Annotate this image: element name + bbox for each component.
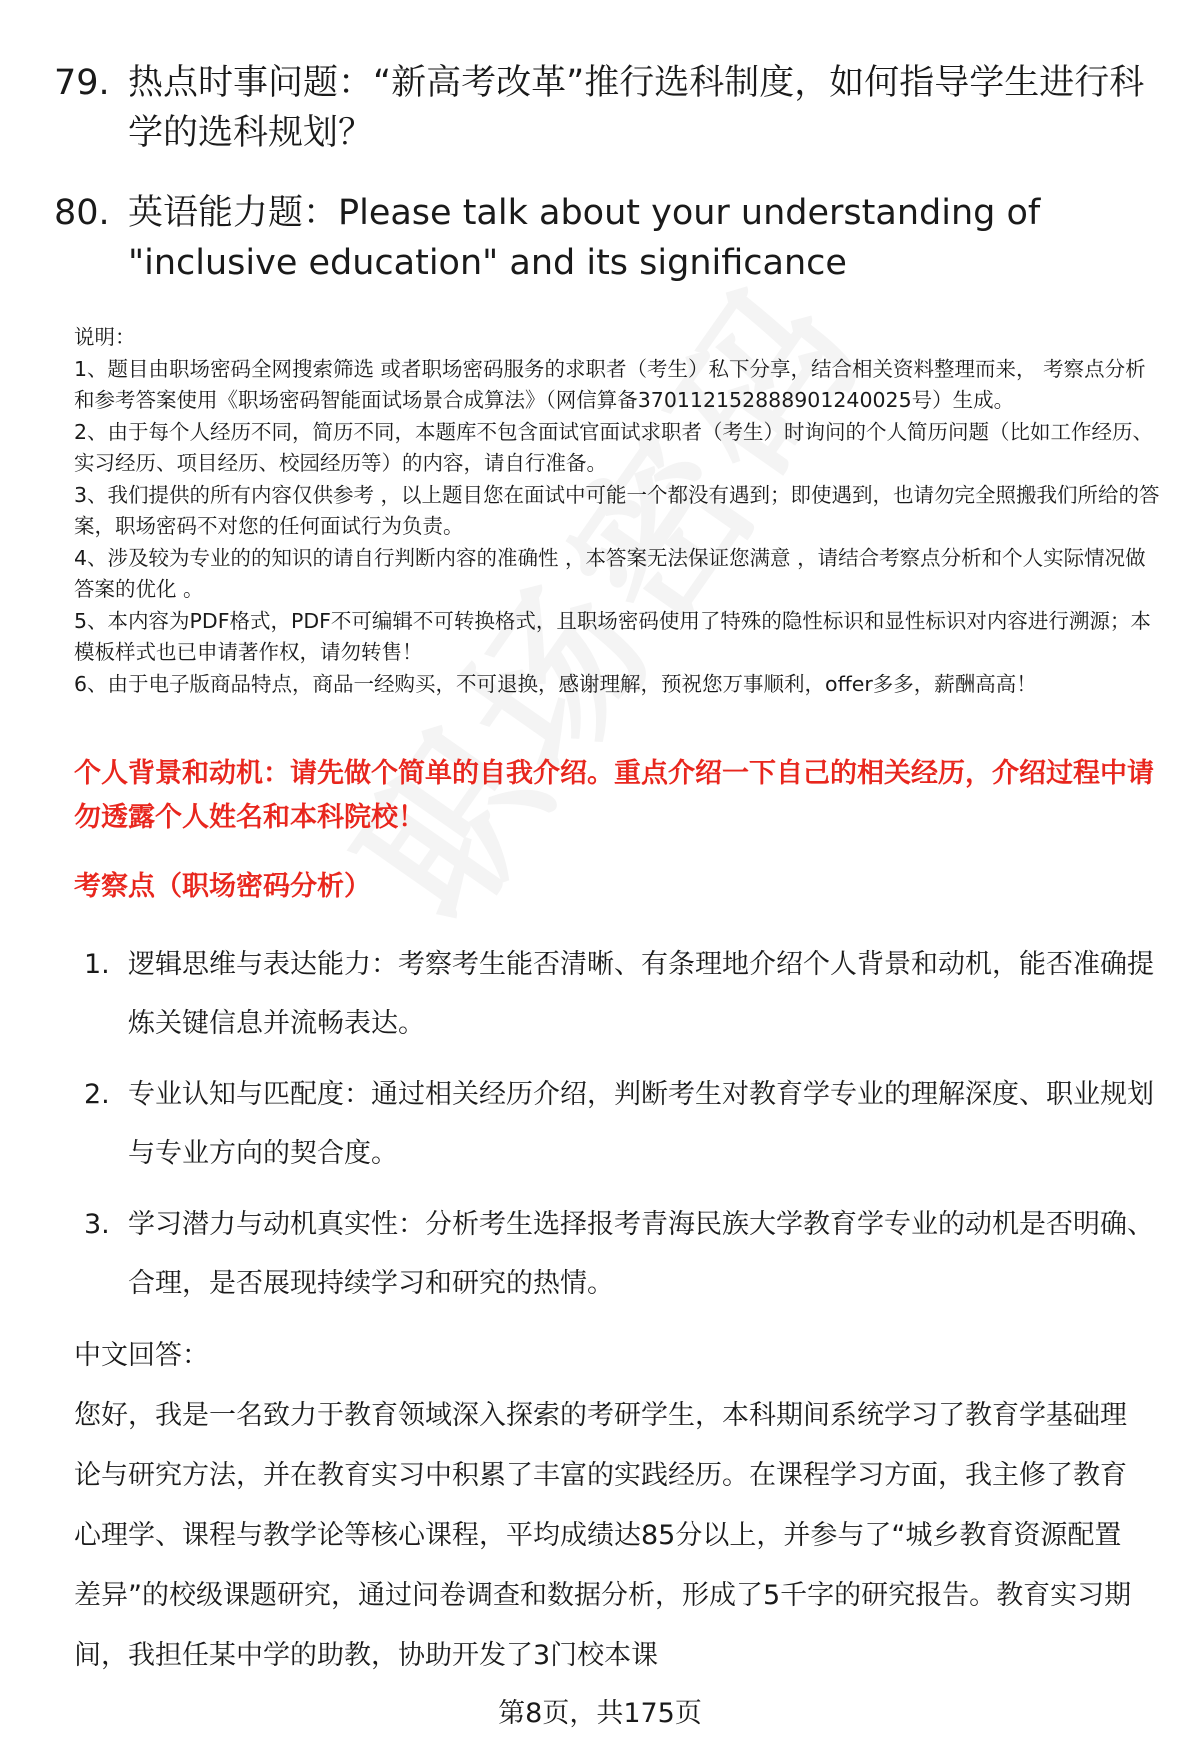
question-number: 80. [54,193,110,233]
answer-text: 您好，我是一名致力于教育领域深入探索的考研学生，本科期间系统学习了教育学基础理论与研究方法，并在教育实习中积累了丰富的实践经历。在课程学习方面，我主修了教育心理学、课程与教学论等核心课程，平均成绩达85分以上，并参与了“城乡教育资源配置差异”的校级课题研究，通过问卷调查和数据分析，形成了5千字的研究报告。教育实习期间，我担任某中学的助教，协助开发了3门校本课 [74,1400,1132,1671]
question-text: 热点时事问题：“新高考改革”推行选科制度，如何指导学生进行科学的选科规划？ [128,63,1145,153]
point-text: 专业认知与匹配度：通过相关经历介绍，判断考生对教育学专业的理解深度、职业规划与专业方向的契合度。 [128,1079,1154,1169]
analysis-title: 考察点（职场密码分析） [74,871,371,902]
analysis-points [84,935,1164,1325]
list-item [84,1065,1164,1183]
list-item [84,1195,1164,1313]
list-item [84,935,1164,1053]
page-footer: 第8页，共175页 [498,1698,702,1729]
notes-title: 说明： [74,325,136,349]
note-item: 5、本内容为PDF格式，PDF不可编辑不可转换格式，且职场密码使用了特殊的隐性标识和显性标识对内容进行溯源；本模板样式也已申请著作权，请勿转售！ [74,608,1151,664]
answer-label: 中文回答： [74,1340,209,1371]
note-item: 1、题目由职场密码全网搜索筛选 或者职场密码服务的求职者（考生）私下分享，结合相关资料整理而来， 考察点分析和参考答案使用《职场密码智能面试场景合成算法》（网信算备370112152888901240025号）生成。 [74,356,1146,412]
question-number: 79. [54,63,110,103]
note-item: 3、我们提供的所有内容仅供参考 ，以上题目您在面试中可能一个都没有遇到；即使遇到，也请勿完全照搬我们所给的答案，职场密码不对您的任何面试行为负责。 [74,482,1160,538]
question-80 [54,188,1154,288]
note-item: 6、由于电子版商品特点，商品一经购买，不可退换，感谢理解，预祝您万事顺利，offer多多，薪酬高高！ [74,671,1037,696]
point-text: 逻辑思维与表达能力：考察考生能否清晰、有条理地介绍个人背景和动机，能否准确提炼关键信息并流畅表达。 [128,949,1154,1039]
interview-prompt: 个人背景和动机：请先做个简单的自我介绍。重点介绍一下自己的相关经历，介绍过程中请勿透露个人姓名和本科院校！ [74,758,1154,833]
question-79 [54,58,1154,158]
point-text: 学习潜力与动机真实性：分析考生选择报考青海民族大学教育学专业的动机是否明确、合理，是否展现持续学习和研究的热情。 [128,1209,1154,1299]
point-number: 2. [84,1079,110,1110]
point-number: 1. [84,949,110,980]
answer-section [74,1326,1144,1686]
disclaimer-notes [74,322,1164,700]
note-item: 4、涉及较为专业的的知识的请自行判断内容的准确性 ，本答案无法保证您满意 ，请结合考察点分析和个人实际情况做答案的优化 。 [74,545,1146,601]
note-item: 2、由于每个人经历不同，简历不同，本题库不包含面试官面试求职者（考生）时询问的个人简历问题（比如工作经历、实习经历、项目经历、校园经历等）的内容，请自行准备。 [74,419,1154,475]
question-text: 英语能力题：Please talk about your understanding of "inclusive education" and its significance [128,193,1041,283]
point-number: 3. [84,1209,110,1240]
